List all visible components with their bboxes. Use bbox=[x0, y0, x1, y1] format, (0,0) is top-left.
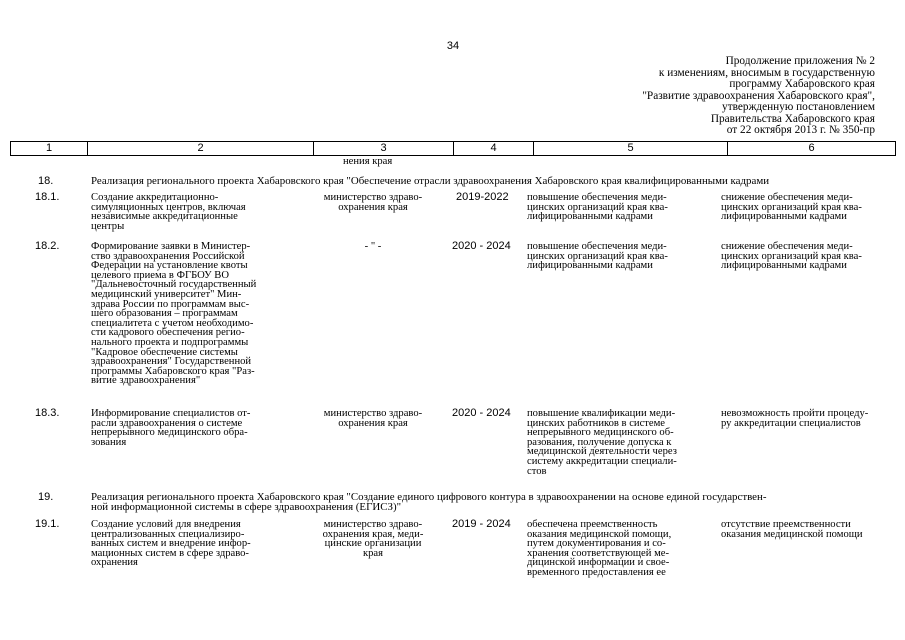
measure-line: симуляционных центров, включая bbox=[91, 201, 246, 213]
section-title-line: Реализация регионального проекта Хабаровского края "Обеспечение отрасли здравоохранения Хабаровского края квалифицированными кадрами bbox=[91, 175, 770, 187]
measure-line: зования bbox=[91, 436, 127, 448]
consequence-line: отсутствие преемственности bbox=[721, 519, 851, 530]
result-line: разования, получение допуска к bbox=[527, 436, 672, 448]
row-number: 19.1. bbox=[35, 518, 60, 530]
measure-line: медицинский университет" Мин- bbox=[91, 288, 242, 300]
section-number: 19. bbox=[38, 491, 54, 503]
executor-cell bbox=[305, 242, 441, 252]
column-number-3: 3 bbox=[314, 142, 454, 155]
carryover-text: нения края bbox=[343, 156, 393, 167]
row-number: 18.1. bbox=[35, 191, 60, 203]
measure-line: централизованных специализиро- bbox=[91, 528, 245, 540]
measure-cell bbox=[91, 520, 251, 568]
column-number-4: 4 bbox=[454, 142, 534, 155]
measure-line: Создание условий для внедрения bbox=[91, 519, 241, 530]
measure-line: сти кадрового обеспечения регио- bbox=[91, 327, 245, 339]
consequence-line: ру аккредитации специалистов bbox=[721, 417, 861, 429]
executor-line: министерство здраво- bbox=[323, 408, 423, 419]
measure-line: нального проекта и подпрограммы bbox=[91, 336, 249, 348]
measure-line: Создание аккредитационно- bbox=[91, 192, 219, 203]
row-number: 18.3. bbox=[35, 407, 60, 419]
measure-line: центры bbox=[91, 220, 125, 232]
measure-line: охранения bbox=[91, 557, 138, 569]
measure-line: расли здравоохранения о системе bbox=[91, 417, 243, 429]
executor-line: охранения края bbox=[338, 201, 408, 213]
executor-cell bbox=[305, 520, 441, 558]
header-note-line: от 22 октября 2013 г. № 350-пр bbox=[726, 124, 875, 136]
page-number: 34 bbox=[446, 40, 460, 52]
executor-cell bbox=[305, 409, 441, 428]
executor-line: министерство здраво- bbox=[323, 519, 423, 530]
result-line: лифицированными кадрами bbox=[527, 260, 653, 272]
result-line: непрерывного медицинского об- bbox=[527, 427, 674, 439]
result-cell bbox=[527, 193, 668, 222]
result-line: стов bbox=[527, 465, 547, 477]
consequence-line: снижение обеспечения меди- bbox=[721, 192, 853, 203]
result-line: обеспечена преемственность bbox=[527, 519, 658, 530]
measure-cell bbox=[91, 409, 250, 447]
header-note-line: "Развитие здравоохранения Хабаровского края", bbox=[642, 89, 875, 102]
column-number-1: 1 bbox=[11, 142, 88, 155]
period-cell: 2019-2022 bbox=[456, 191, 509, 203]
period-cell: 2020 - 2024 bbox=[452, 407, 511, 419]
consequence-cell bbox=[721, 409, 868, 428]
consequence-cell bbox=[721, 520, 863, 539]
section-number: 18. bbox=[38, 175, 54, 187]
measure-line: непрерывного медицинского обра- bbox=[91, 427, 248, 439]
executor-cell bbox=[305, 193, 441, 212]
measure-line: шего образования – программам bbox=[91, 308, 238, 320]
result-line: медицинской деятельности через bbox=[527, 446, 677, 458]
result-line: повышение обеспечения меди- bbox=[527, 241, 667, 252]
measure-line: целевого приема в ФГБОУ ВО bbox=[91, 269, 230, 281]
measure-line: специалитета с учетом необходимо- bbox=[91, 317, 254, 329]
result-line: повышение квалификации меди- bbox=[527, 408, 676, 419]
measure-line: здравоохранения" Государственной bbox=[91, 356, 252, 368]
measure-line: витие здравоохранения" bbox=[91, 375, 201, 387]
executor-line: охранения края, меди- bbox=[322, 528, 424, 540]
measure-line: Федерации на установление квоты bbox=[91, 260, 248, 272]
consequence-cell bbox=[721, 242, 862, 271]
result-line: цинских работников в системе bbox=[527, 417, 666, 429]
consequence-cell bbox=[721, 193, 862, 222]
row-number: 18.2. bbox=[35, 240, 60, 252]
result-line: лифицированными кадрами bbox=[527, 211, 653, 223]
result-line: дицинской информации и свое- bbox=[527, 557, 670, 569]
result-cell bbox=[527, 520, 671, 578]
consequence-line: невозможность пройти процеду- bbox=[721, 408, 869, 419]
measure-line: независимые аккредитационные bbox=[91, 211, 238, 223]
consequence-line: снижение обеспечения меди- bbox=[721, 241, 853, 252]
header-note-line: программу Хабаровского края bbox=[729, 78, 875, 90]
period-cell: 2020 - 2024 bbox=[452, 240, 511, 252]
consequence-line: лифицированными кадрами bbox=[721, 211, 847, 223]
consequence-line: цинских организаций края ква- bbox=[721, 201, 862, 213]
result-line: цинских организаций края ква- bbox=[527, 201, 668, 213]
table-column-header-row bbox=[10, 141, 896, 156]
result-cell bbox=[527, 409, 677, 476]
measure-line: Формирование заявки в Министер- bbox=[91, 241, 251, 252]
header-note-line: к изменениям, вносимым в государственную bbox=[658, 66, 875, 79]
result-line: оказания медицинской помощи, bbox=[527, 528, 672, 540]
result-line: хранения соответствующей ме- bbox=[527, 547, 670, 559]
measure-line: мационных систем в сфере здраво- bbox=[91, 547, 249, 559]
result-line: временного предоставления ее bbox=[527, 566, 666, 578]
result-line: путем документирования и со- bbox=[527, 538, 666, 550]
result-line: систему аккредитации специали- bbox=[527, 455, 677, 467]
measure-line: "Кадровое обеспечение системы bbox=[91, 346, 238, 358]
result-line: цинских организаций края ква- bbox=[527, 250, 668, 262]
executor-line: охранения края bbox=[338, 417, 408, 429]
consequence-line: цинских организаций края ква- bbox=[721, 250, 862, 262]
section-title bbox=[91, 176, 769, 186]
executor-line: министерство здраво- bbox=[323, 192, 423, 203]
section-title bbox=[91, 492, 766, 513]
result-cell bbox=[527, 242, 668, 271]
result-line: повышение обеспечения меди- bbox=[527, 192, 667, 203]
section-title-line: Реализация регионального проекта Хабаровского края "Создание единого цифрового контура в здравоохранении на основе единой государствен- bbox=[91, 491, 767, 503]
measure-line: "Дальневосточный государственный bbox=[91, 279, 257, 291]
header-note-line: Продолжение приложения № 2 bbox=[725, 55, 875, 67]
measure-line: ство здравоохранения Российской bbox=[91, 250, 245, 262]
consequence-line: оказания медицинской помощи bbox=[721, 528, 863, 540]
measure-line: программы Хабаровского края "Раз- bbox=[91, 365, 255, 377]
column-number-5: 5 bbox=[534, 142, 728, 155]
measure-line: здрава России по программам выс- bbox=[91, 298, 250, 310]
section-title-line: ной информационной системы в сфере здравоохранения (ЕГИСЗ)" bbox=[91, 501, 402, 514]
measure-line: Информирование специалистов от- bbox=[91, 408, 251, 419]
column-number-6: 6 bbox=[808, 142, 815, 154]
measure-cell bbox=[91, 193, 246, 231]
appendix-header-note bbox=[642, 56, 875, 137]
executor-line: цинские организации bbox=[324, 538, 422, 550]
consequence-line: лифицированными кадрами bbox=[721, 260, 847, 272]
executor-line: - " - bbox=[364, 241, 382, 252]
column-number-2: 2 bbox=[88, 142, 314, 155]
executor-line: края bbox=[362, 547, 384, 559]
header-note-line: Правительства Хабаровского края bbox=[710, 112, 875, 125]
header-note-line: утвержденную постановлением bbox=[722, 101, 875, 113]
measure-line: ванных систем и внедрение инфор- bbox=[91, 538, 251, 550]
period-cell: 2019 - 2024 bbox=[452, 518, 511, 530]
measure-cell bbox=[91, 242, 256, 386]
